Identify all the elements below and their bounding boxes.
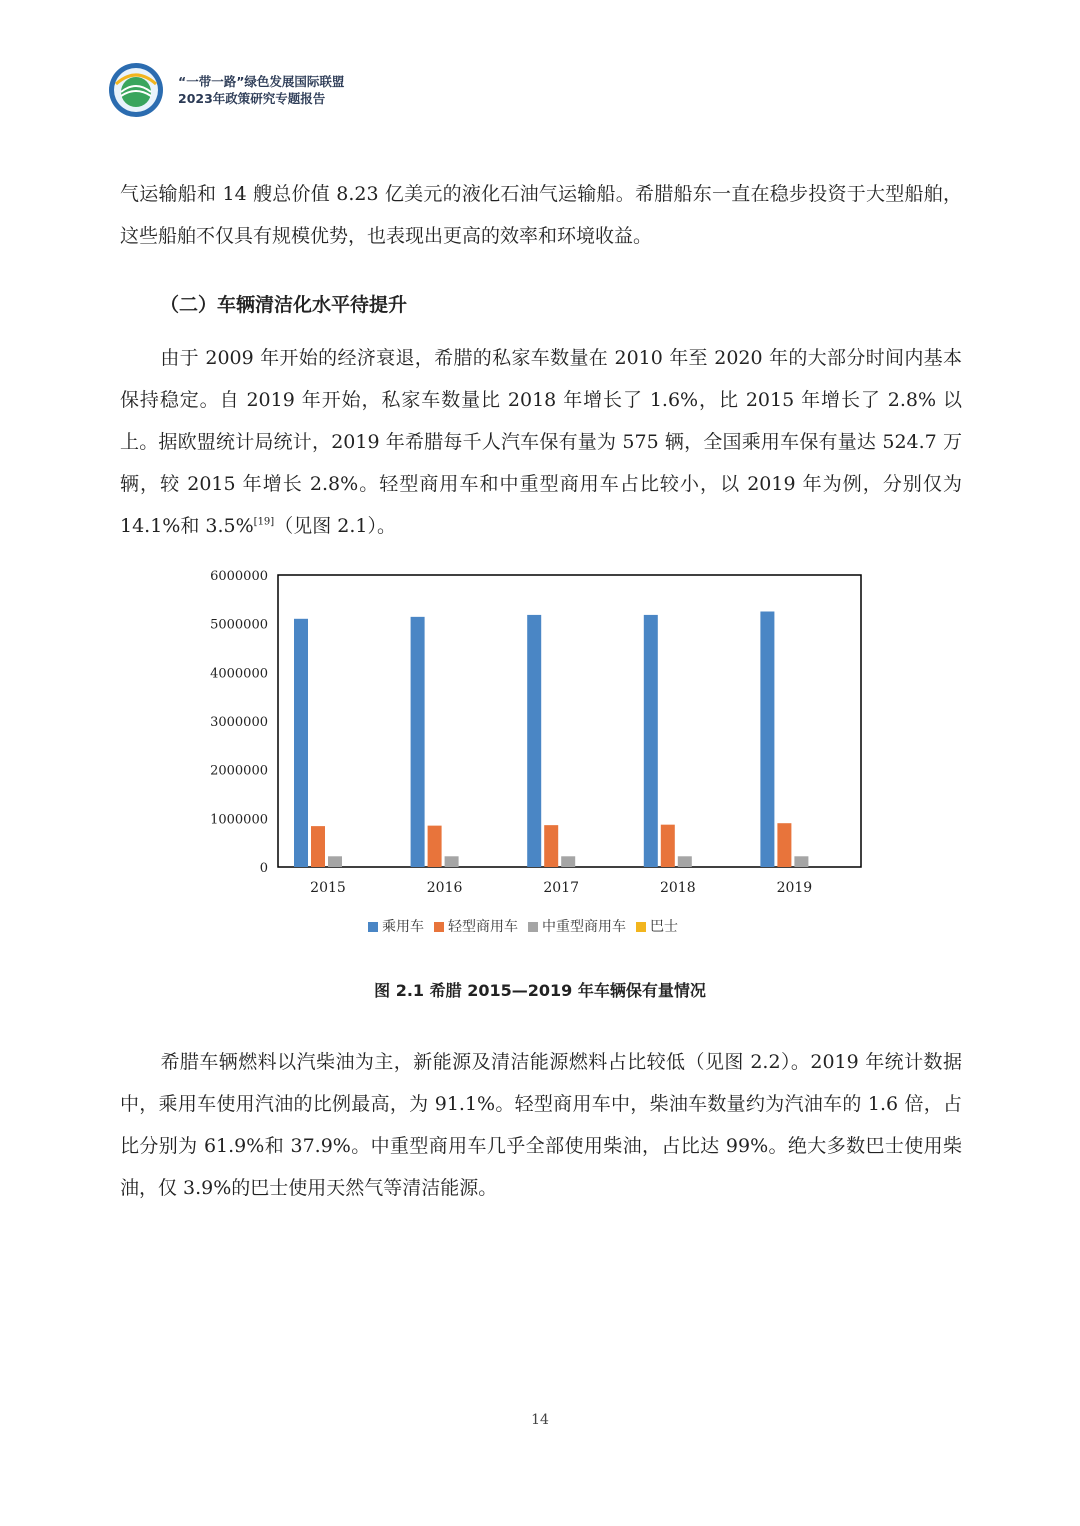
bar-1-2017 [527, 615, 541, 867]
paragraph-shipping: 气运输船和 14 艘总价值 8.23 亿美元的液化石油气运输船。希腊船东一直在稳步投资于大型船舶，这些船舶不仅具有规模优势，也表现出更高的效率和环境收益。 [120, 183, 962, 247]
header-org-name: “一带一路”绿色发展国际联盟 [178, 74, 345, 89]
bar-2-2015 [311, 826, 325, 867]
bar-2-2016 [428, 826, 442, 867]
alliance-logo-icon [108, 62, 164, 118]
bar-2-2018 [661, 825, 675, 867]
legend-swatch-1 [368, 922, 378, 932]
y-tick-label: 3000000 [210, 715, 268, 730]
legend-label: 中重型商用车 [542, 919, 626, 935]
x-tick-label: 2015 [310, 880, 346, 896]
paragraph-vehicles-text: 由于 2009 年开始的经济衰退，希腊的私家车数量在 2010 年至 2020 年的大部分时间内基本保持稳定。自 2019 年开始，私家车数量比 2018 年增长了 1.6%，比 2015 年增长了 2.8% 以上。据欧盟统计局统计，2019 年希腊每千人汽车保有量为 575 辆，全国乘用车保有量达 524.7 万辆，较 2015 年增长 2.8%。轻型商用车和中重型商用车占比较小，以 2019 年为例，分别仅为 14.1%和 3.5% [120, 347, 962, 537]
vehicle-stock-chart [200, 560, 880, 950]
legend-swatch-2 [434, 922, 444, 932]
bar-3-2015 [328, 856, 342, 867]
section-heading: （二）车辆清洁化水平待提升 [160, 294, 408, 316]
figure-caption: 图 2.1 希腊 2015—2019 年车辆保有量情况 [374, 981, 706, 1000]
paragraph-fuel-text: 希腊车辆燃料以汽柴油为主，新能源及清洁能源燃料占比较低（见图 2.2）。2019 年统计数据中，乘用车使用汽油的比例最高，为 91.1%。轻型商用车中，柴油车数量约为汽油车的 1.6 倍，占比分别为 61.9%和 37.9%。中重型商用车几乎全部使用柴油，占比达 99%。绝大多数巴士使用柴油，仅 3.9%的巴士使用天然气等清洁能源。 [120, 1051, 962, 1199]
bar-1-2019 [760, 612, 774, 868]
bar-2-2019 [777, 823, 791, 867]
bar-1-2018 [644, 615, 658, 867]
bar-3-2019 [794, 856, 808, 867]
bar-3-2018 [678, 856, 692, 867]
bar-1-2016 [411, 617, 425, 867]
y-tick-label: 5000000 [210, 617, 268, 633]
paragraph-vehicles [120, 337, 962, 547]
legend-swatch-3 [528, 922, 538, 932]
legend-label: 巴士 [650, 919, 678, 935]
paragraph-fuel [120, 1041, 962, 1209]
y-tick-label: 4000000 [210, 666, 268, 682]
x-tick-label: 2017 [543, 880, 580, 896]
page-number: 14 [531, 1412, 549, 1428]
legend-swatch-4 [636, 922, 646, 932]
y-tick-label: 2000000 [210, 763, 268, 779]
x-tick-label: 2016 [426, 880, 463, 896]
paragraph-vehicles-tail: （见图 2.1）。 [274, 515, 396, 537]
header-text [178, 73, 438, 107]
y-tick-label: 1000000 [210, 812, 268, 828]
bar-3-2017 [561, 856, 575, 867]
legend-label: 轻型商用车 [448, 919, 518, 935]
bar-1-2015 [294, 619, 308, 867]
x-tick-label: 2018 [659, 880, 696, 896]
y-tick-label: 0 [259, 861, 268, 876]
header-report-title: 2023年政策研究专题报告 [178, 91, 326, 106]
citation-ref: [19] [253, 516, 275, 528]
x-tick-label: 2019 [776, 880, 813, 896]
bar-3-2016 [445, 856, 459, 867]
y-tick-label: 6000000 [210, 569, 268, 584]
legend-label: 乘用车 [382, 919, 424, 935]
bar-2-2017 [544, 825, 558, 867]
